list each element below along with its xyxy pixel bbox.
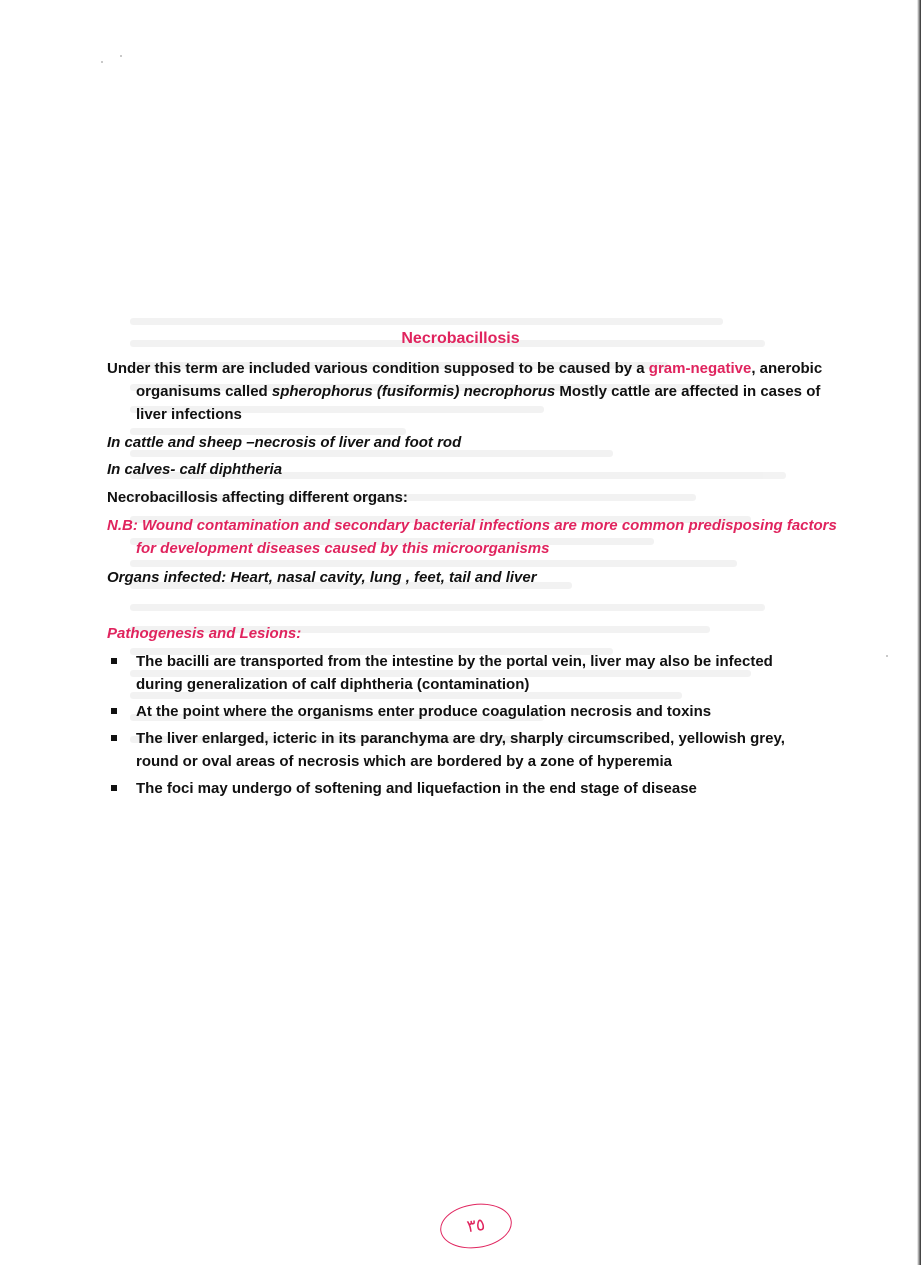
scan-speck (120, 55, 122, 57)
intro-paragraph (107, 357, 851, 426)
page-title: Necrobacillosis (401, 330, 520, 347)
scan-speck (886, 655, 888, 657)
note-paragraph: N.B: Wound contamination and secondary bacterial infections are more common predisposing factors for development diseases caused by this microorganisms (107, 517, 837, 557)
square-bullet-icon (111, 735, 117, 741)
list-item-text: The foci may undergo of softening and liquefaction in the end stage of disease (136, 780, 697, 797)
organism-name: spherophorus (fusiformis) necrophorus (271, 383, 556, 400)
list-item (107, 727, 822, 773)
list-item (107, 700, 822, 723)
intro-text-2: , anerobic organisums called (136, 360, 823, 400)
list-item-text: The bacilli are transported from the intestine by the portal vein, liver may also be infected during generalization of calf diphtheria (contamination) (136, 653, 773, 693)
page-edge-shadow (917, 0, 921, 1265)
intro-text-3: Mostly cattle are affected in cases of liver infections (136, 383, 821, 423)
intro-text-1: Under this term are included various condition supposed to be caused by a (107, 360, 649, 377)
page-number: ٣٥ (437, 1199, 514, 1253)
square-bullet-icon (111, 785, 117, 791)
organs-heading: Necrobacillosis affecting different organs: (107, 489, 408, 506)
cattle-line: In cattle and sheep –necrosis of liver and foot rod (107, 434, 462, 451)
list-item (107, 650, 822, 696)
calves-line: In calves- calf diphtheria (107, 461, 283, 478)
square-bullet-icon (111, 708, 117, 714)
list-item (107, 777, 822, 800)
scan-speck (101, 61, 103, 63)
pathogenesis-list (107, 650, 822, 804)
list-item-text: The liver enlarged, icteric in its paranchyma are dry, sharply circumscribed, yellowish grey, round or oval areas of necrosis which are bordered by a zone of hyperemia (136, 730, 785, 770)
gram-negative-highlight: gram-negative (648, 360, 752, 377)
square-bullet-icon (111, 658, 117, 664)
list-item-text: At the point where the organisms enter produce coagulation necrosis and toxins (136, 703, 712, 720)
pathogenesis-heading: Pathogenesis and Lesions: (107, 625, 302, 642)
organs-infected-line: Organs infected: Heart, nasal cavity, lung , feet, tail and liver (107, 569, 537, 586)
